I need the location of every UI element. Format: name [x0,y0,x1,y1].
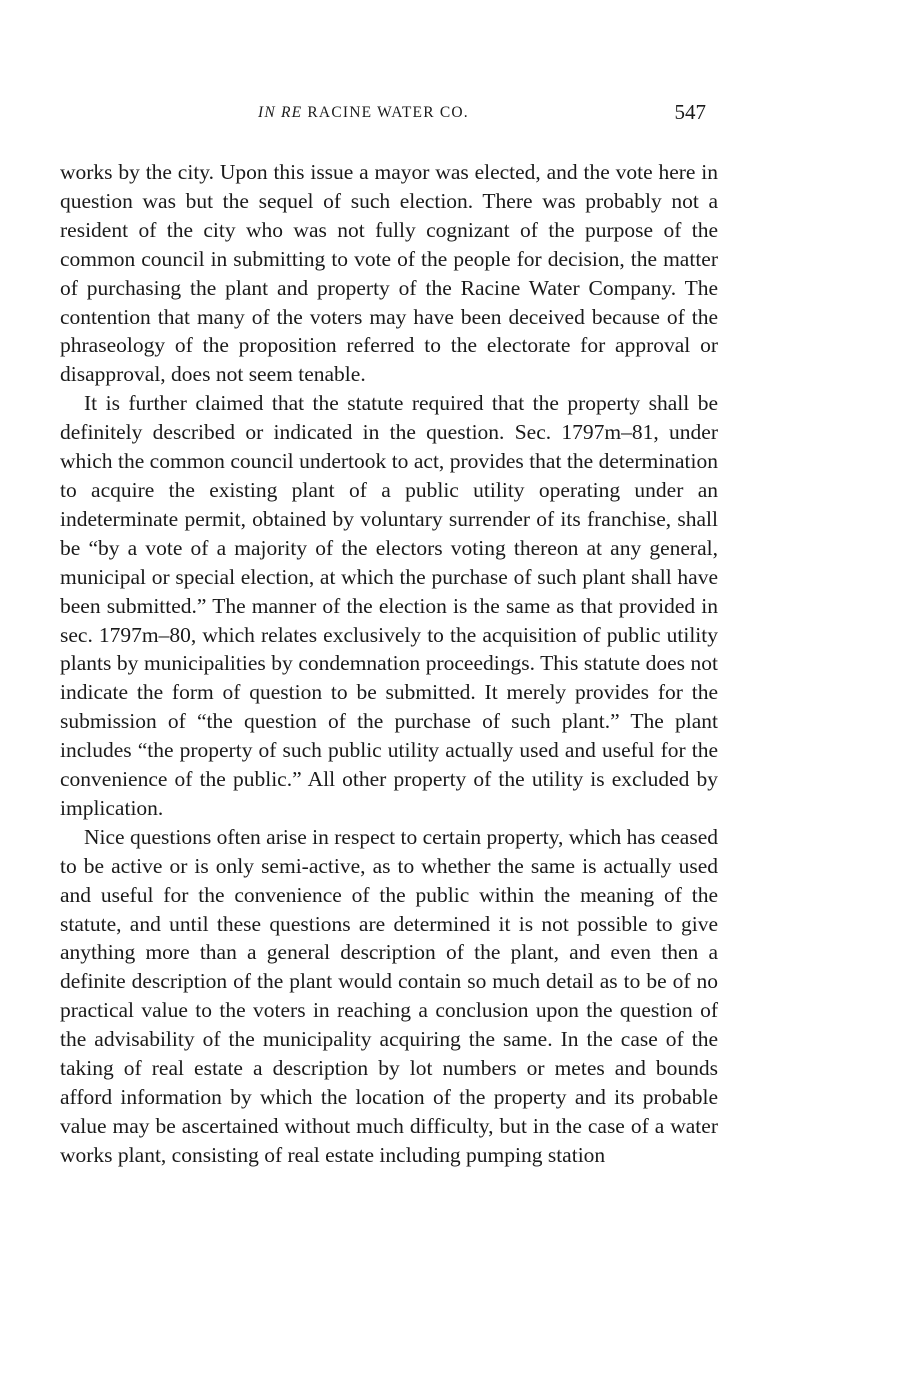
paragraph-2: It is further claimed that the statute required that the property shall be definitely described or indicated in the question. Sec. 1797m–81, under which the common council undertook to act, provides that the determination to acquire the existing plant of a public utility operating under an indeterminate permit, obtained by voluntary surrender of its franchise, shall be “by a vote of a majority of the electors voting thereon at any general, municipal or special election, at which the purchase of such plant shall have been submitted.” The manner of the election is the same as that provided in sec. 1797m–80, which relates exclusively to the acquisition of public utility plants by municipalities by condemnation proceedings. This statute does not indicate the form of question to be submitted. It merely provides for the submission of “the question of the purchase of such plant.” The plant includes “the property of such public utility actually used and useful for the convenience of the public.” All other property of the utility is excluded by implication. [60,391,718,820]
page-number: 547 [674,100,706,124]
running-title-italic: IN RE [258,104,303,121]
paragraph-3: Nice questions often arise in respect to certain property, which has ceased to be active or is only semi-active, as to whether the same is actually used and useful for the convenience of the public within the meaning of the statute, and until these questions are determined it is not possible to give anything more than a general description of the plant, and even then a definite description of the plant would contain so much detail as to be of no practical value to the voters in reaching a conclusion upon the question of the advisability of the municipality acquiring the same. In the case of the taking of real estate a description by lot numbers or metes and bounds afford information by which the location of the property and its probable value may be ascertained without much difficulty, but in the case of a water works plant, consisting of real estate including pumping station [60,824,718,1167]
running-head [60,100,710,130]
paragraph-1: works by the city. Upon this issue a mayor was elected, and the vote here in question was but the sequel of such election. There was probably not a resident of the city who was not fully cognizant of the purpose of the common council in submitting to vote of the people for decision, the matter of purchasing the plant and property of the Racine Water Company. The contention that many of the voters may have been deceived because of the phraseology of the proposition referred to the electorate for approval or disapproval, does not seem tenable. [60,160,718,387]
running-title [258,104,469,122]
body-text [60,158,718,1170]
running-title-rest: RACINE WATER CO. [302,104,469,121]
